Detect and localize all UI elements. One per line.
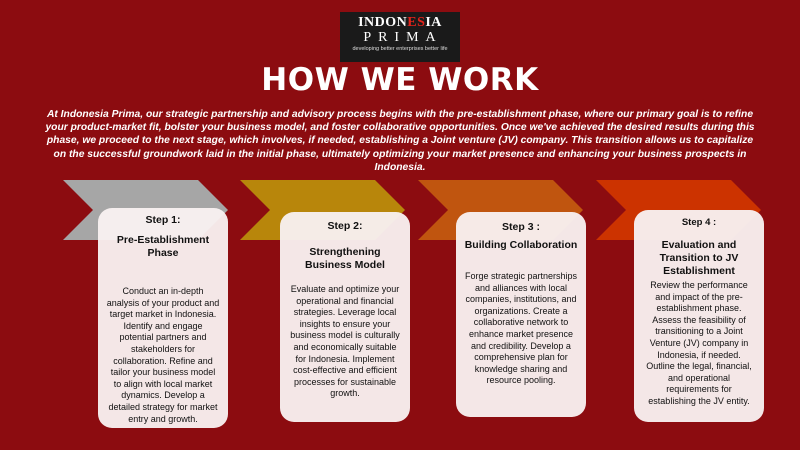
step-2-label: Step 2: bbox=[327, 220, 363, 232]
step-1-label: Step 1: bbox=[145, 214, 181, 226]
logo-brand-line2: PRIMA bbox=[363, 30, 443, 45]
step-1-description: Conduct an in-depth analysis of your product and target market in Indonesia. Identify and engage potential partners and stakeholders for collaboration. Refine and tailor your business model to align with local market dynamics. Develop a detailed strategy for market entry and growth. bbox=[106, 286, 220, 424]
step-1-name: Pre-Establishment Phase bbox=[116, 234, 210, 259]
step-3-name: Building Collaboration bbox=[464, 239, 578, 251]
logo-tagline: developing better enterprises better life bbox=[352, 46, 448, 52]
step-4-card bbox=[634, 210, 764, 422]
logo-brand-line1: INDONESIA bbox=[358, 15, 442, 30]
step-2-card bbox=[280, 212, 410, 422]
step-3-card bbox=[456, 212, 586, 417]
step-3-label: Step 3 : bbox=[502, 221, 540, 233]
step-2-description: Evaluate and optimize your operational and financial strategies. Leverage local insights to ensure your business model is culturally and economically suitable for Indonesia. Implement cost-effective and efficient processes for sustainable growth. bbox=[290, 284, 400, 399]
intro-paragraph: At Indonesia Prima, our strategic partnership and advisory process begins with the pre-establishment phase, where our primary goal is to refine your product-market fit, bolster your business model, and foster collaborative opportunities. Once we've achieved the desired results during this phase, we proceed to the next stage, which involves, if needed, establishing a Joint venture (JV) company. This transition allows us to capitalize on the successful groundwork laid in the initial phase, ultimately optimizing your market presence and enhancing your business prospects in Indonesia. bbox=[45, 109, 755, 173]
page-title: HOW WE WORK bbox=[261, 62, 539, 98]
step-1-card bbox=[98, 208, 228, 428]
step-2-name: Strengthening Business Model bbox=[305, 246, 385, 271]
step-4-label: Step 4 : bbox=[681, 217, 717, 228]
step-3-description: Forge strategic partnerships and alliances with local companies, institutions, and organizations. Create a collaborative network to enhance market presence and credibility. Develop a comprehensive plan for knowledge sharing and resource pooling. bbox=[464, 271, 578, 386]
step-4-description: Review the performance and impact of the pre-establishment phase. Assess the feasibility of transitioning to a Joint Venture (JV) company in Indonesia, if needed. Outline the legal, financial, and operational requirements for establishing the JV entity. bbox=[646, 280, 752, 406]
step-4-name: Evaluation and Transition to JV Establishment bbox=[659, 239, 739, 277]
